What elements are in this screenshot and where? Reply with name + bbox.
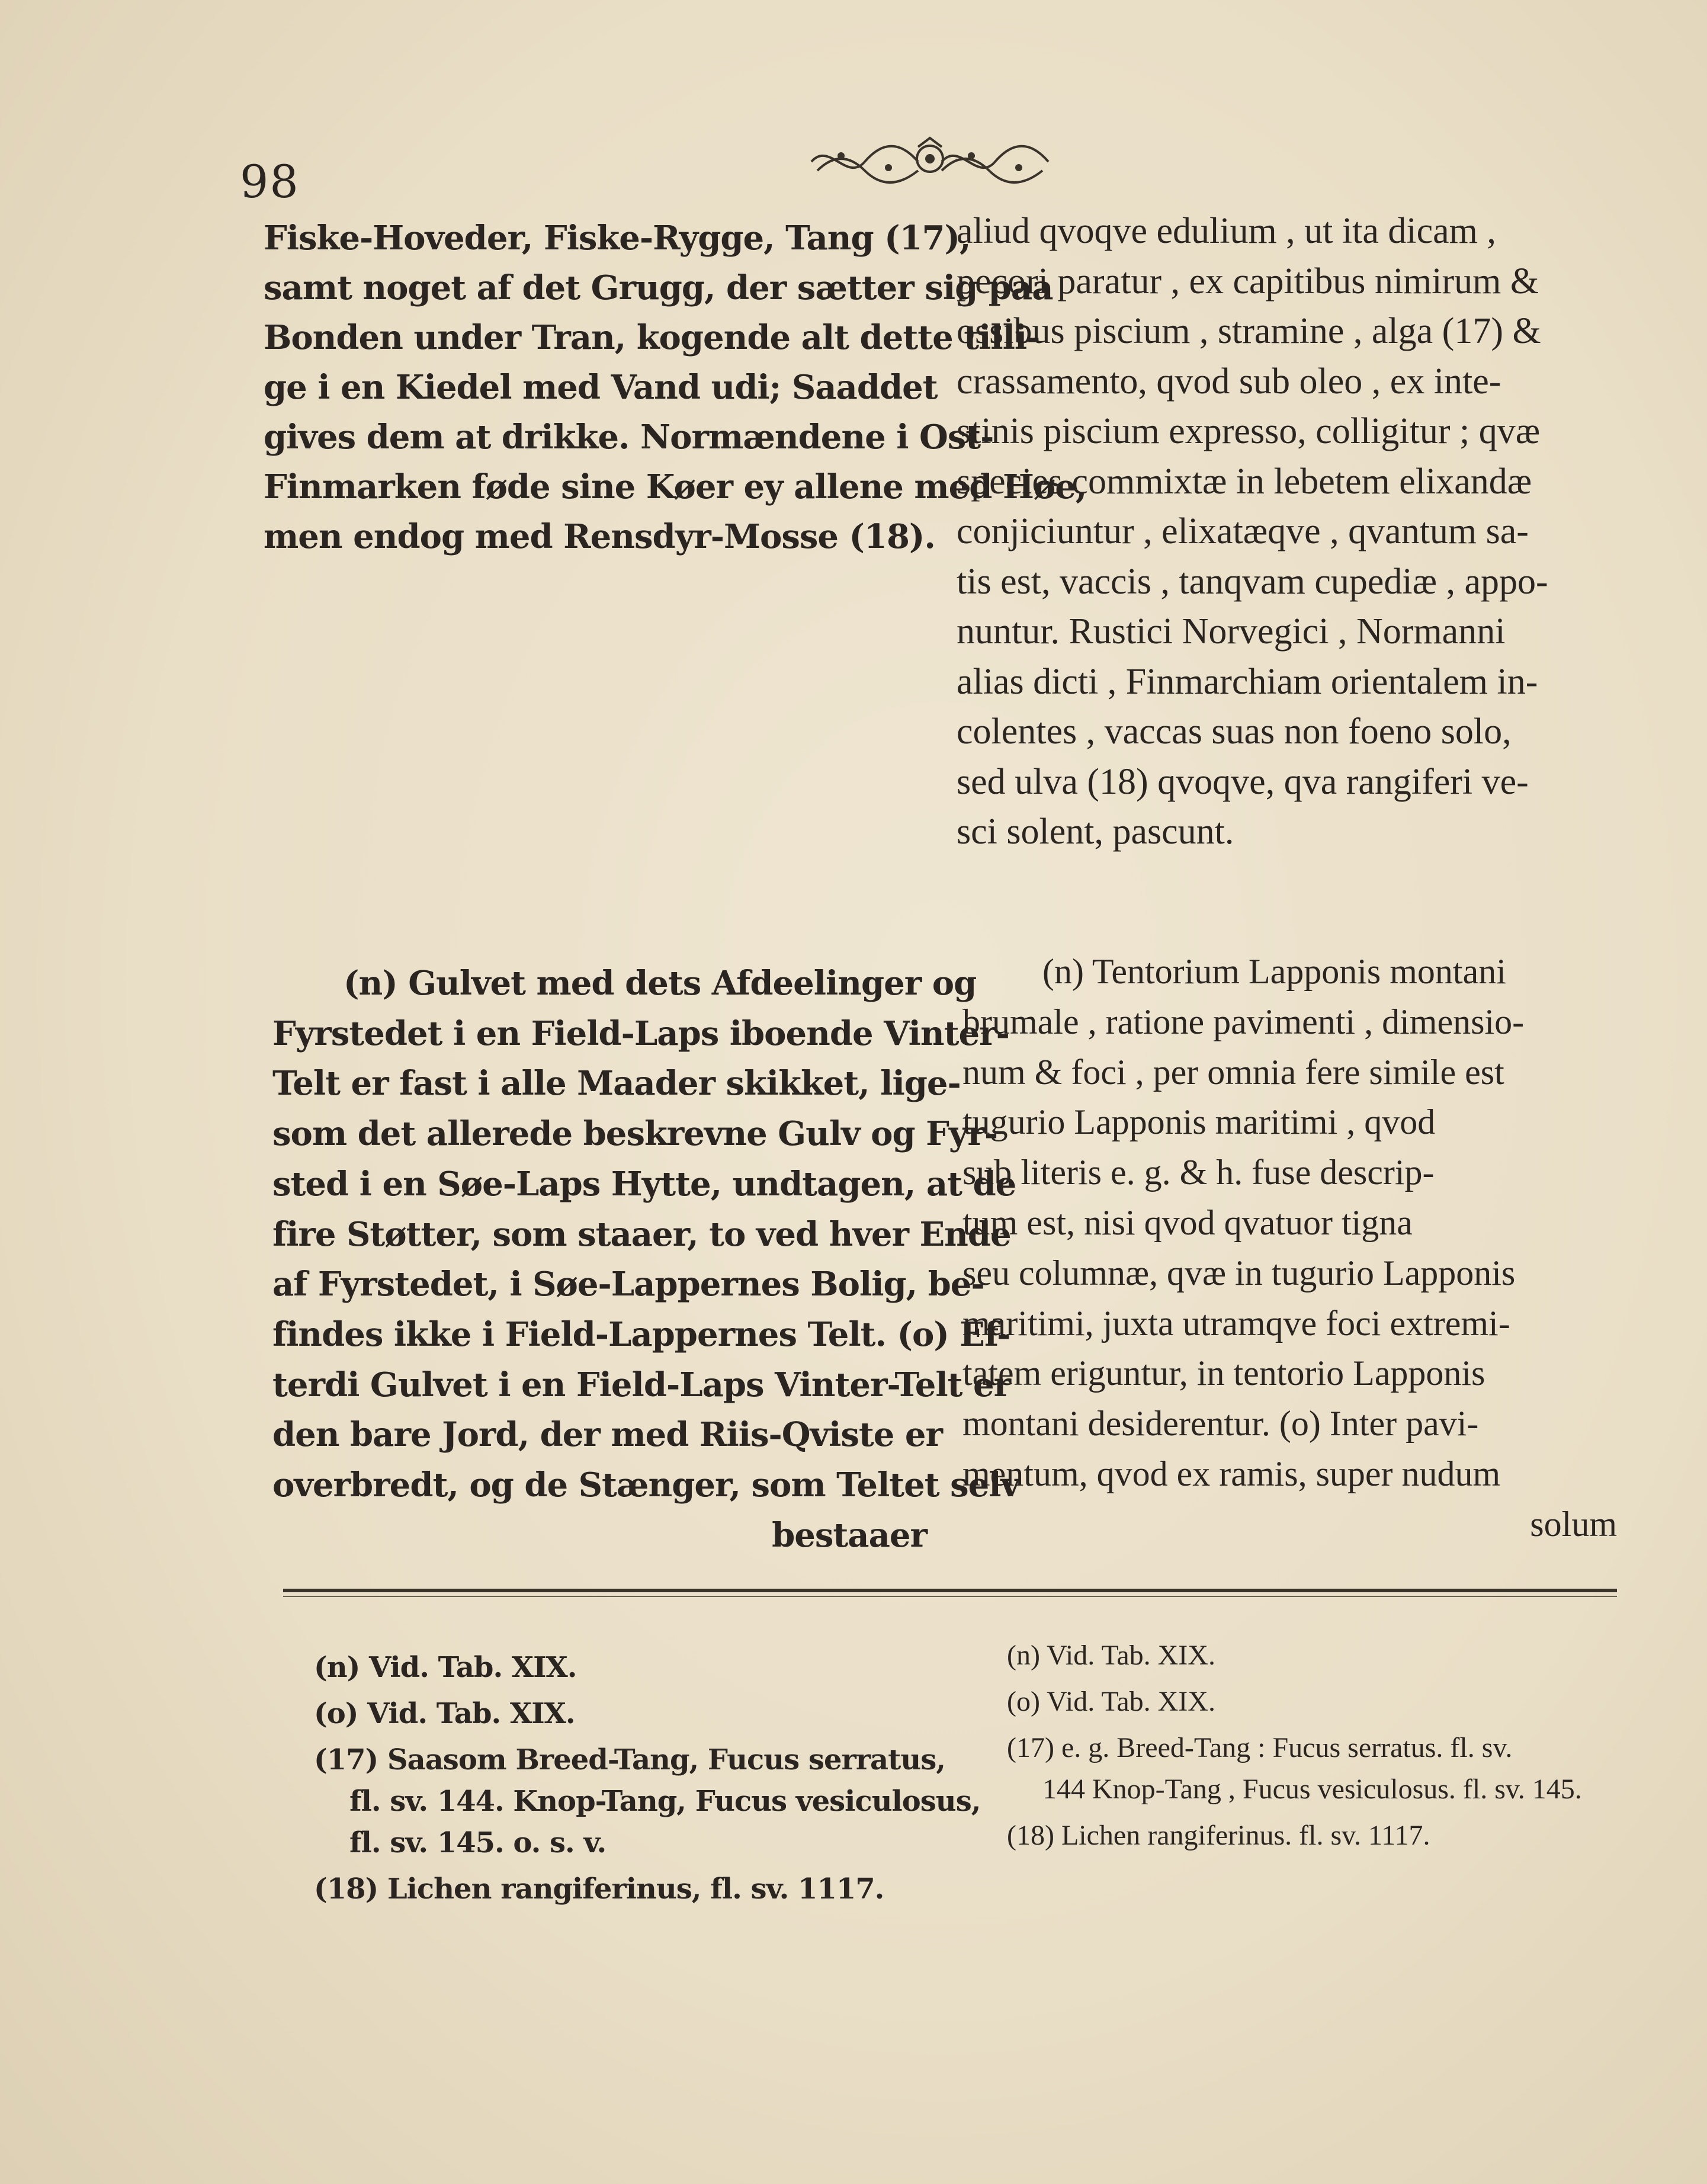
text-line: brumale , ratione pavimenti , dimensio- xyxy=(962,1002,1525,1041)
text-line: men endog med Rensdyr-Mosse (18). xyxy=(264,517,935,556)
text-line: den bare Jord, der med Riis-Qviste er xyxy=(272,1415,942,1455)
text-line: sted i en Søe-Laps Hytte, undtagen, at de xyxy=(272,1164,1016,1204)
footnote-line: 144 Knop-Tang , Fucus vesiculosus. fl. sv. 145. xyxy=(1042,1774,1582,1805)
text-line: species commixtæ in lebetem elixandæ xyxy=(957,461,1532,502)
text-line: findes ikke i Field-Lappernes Telt. (o) Ef- xyxy=(272,1314,1010,1354)
text-line: montani desiderentur. (o) Inter pavi- xyxy=(962,1404,1479,1444)
danish-text-mid xyxy=(272,958,1020,1560)
text-line: ge i en Kiedel med Vand udi; Saaddet xyxy=(264,368,938,407)
header-ornament-icon xyxy=(806,135,1054,188)
text-line: fire Støtter, som staaer, to ved hver Ende xyxy=(272,1214,1011,1254)
footnote-line: (17) Saasom Breed-Tang, Fucus serratus, xyxy=(314,1743,945,1776)
text-line: Fiske-Hoveder, Fiske-Rygge, Tang (17), xyxy=(264,219,971,258)
text-line: aliud qvoqve edulium , ut ita dicam , xyxy=(957,211,1496,251)
text-line: nuntur. Rustici Norvegici , Normanni xyxy=(957,611,1506,652)
footnote-rule-thin xyxy=(283,1596,1617,1597)
footnote-line: fl. sv. 144. Knop-Tang, Fucus vesiculosus, xyxy=(349,1785,981,1818)
footnote: (o) Vid. Tab. XIX. xyxy=(314,1697,575,1730)
text-line: mentum, qvod ex ramis, super nudum xyxy=(962,1454,1501,1493)
text-line: colentes , vaccas suas non foeno solo, xyxy=(957,711,1512,752)
text-line: (n) Gulvet med dets Afdeelinger og xyxy=(344,964,977,1003)
text-line: num & foci , per omnia fere simile est xyxy=(962,1052,1504,1092)
text-line: maritimi, juxta utramqve foci extremi- xyxy=(962,1303,1510,1343)
footnote: (o) Vid. Tab. XIX. xyxy=(1007,1686,1215,1717)
text-line: alias dicti , Finmarchiam orientalem in- xyxy=(957,661,1538,702)
footnote xyxy=(1007,1727,1629,1810)
catchword: bestaaer xyxy=(772,1515,927,1555)
text-line: Telt er fast i alle Maader skikket, lige- xyxy=(272,1064,961,1104)
text-line: crassamento, qvod sub oleo , ex inte- xyxy=(957,361,1501,402)
footnotes-latin xyxy=(1007,1635,1629,1861)
footnotes-danish xyxy=(314,1647,981,1914)
text-line: pecori paratur , ex capitibus nimirum & xyxy=(957,261,1539,302)
text-line: tum est, nisi qvod qvatuor tigna xyxy=(962,1202,1413,1242)
text-line: seu columnæ, qvæ in tugurio Lapponis xyxy=(962,1253,1516,1293)
text-line: som det allerede beskrevne Gulv og Fyr- xyxy=(272,1114,998,1154)
text-line: tugurio Lapponis maritimi , qvod xyxy=(962,1102,1436,1142)
footnote xyxy=(314,1739,981,1864)
text-line: overbredt, og de Stænger, som Teltet selv xyxy=(272,1465,1020,1505)
footnote: (n) Vid. Tab. XIX. xyxy=(1007,1640,1215,1671)
text-line: af Fyrstedet, i Søe-Lappernes Bolig, be- xyxy=(272,1265,984,1304)
footnote: (18) Lichen rangiferinus. fl. sv. 1117. xyxy=(1007,1820,1430,1851)
text-line: conjiciuntur , elixatæqve , qvantum sa- xyxy=(957,511,1529,551)
text-line: sci solent, pascunt. xyxy=(957,812,1234,852)
text-line: tis est, vaccis , tanqvam cupediæ , appo- xyxy=(957,561,1548,602)
latin-text-mid xyxy=(962,947,1617,1550)
text-line: samt noget af det Grugg, der sætter sig paa xyxy=(264,268,1053,307)
text-line: terdi Gulvet i en Field-Laps Vinter-Telt er xyxy=(272,1365,1011,1404)
page-number: 98 xyxy=(240,155,300,208)
text-line: Bonden under Tran, kogende alt dette tilli- xyxy=(264,318,1040,357)
text-line: sub literis e. g. & h. fuse descrip- xyxy=(962,1153,1435,1192)
danish-text-top xyxy=(264,213,1087,562)
latin-text-top xyxy=(957,206,1614,857)
footnote-line: (17) e. g. Breed-Tang : Fucus serratus. fl. sv. xyxy=(1007,1732,1513,1763)
text-line: (n) Tentorium Lapponis montani xyxy=(1042,952,1506,991)
text-line: stinis piscium expresso, colligitur ; qvæ xyxy=(957,411,1541,451)
text-line: Fyrstedet i en Field-Laps iboende Vinter- xyxy=(272,1014,1009,1053)
text-line: gives dem at drikke. Normændene i Ost- xyxy=(264,418,994,457)
text-line: ossibus piscium , stramine , alga (17) & xyxy=(957,311,1541,351)
footnote: (18) Lichen rangiferinus, fl. sv. 1117. xyxy=(314,1872,884,1906)
text-line: tatem eriguntur, in tentorio Lapponis xyxy=(962,1354,1485,1393)
text-line: sed ulva (18) qvoqve, qva rangiferi ve- xyxy=(957,761,1529,802)
text-line: Finmarken føde sine Køer ey allene med Høe, xyxy=(264,467,1087,506)
footnote-rule xyxy=(283,1589,1617,1592)
catchword: solum xyxy=(1530,1504,1617,1544)
footnote: (n) Vid. Tab. XIX. xyxy=(314,1651,577,1684)
footnote-line: fl. sv. 145. o. s. v. xyxy=(349,1826,607,1859)
